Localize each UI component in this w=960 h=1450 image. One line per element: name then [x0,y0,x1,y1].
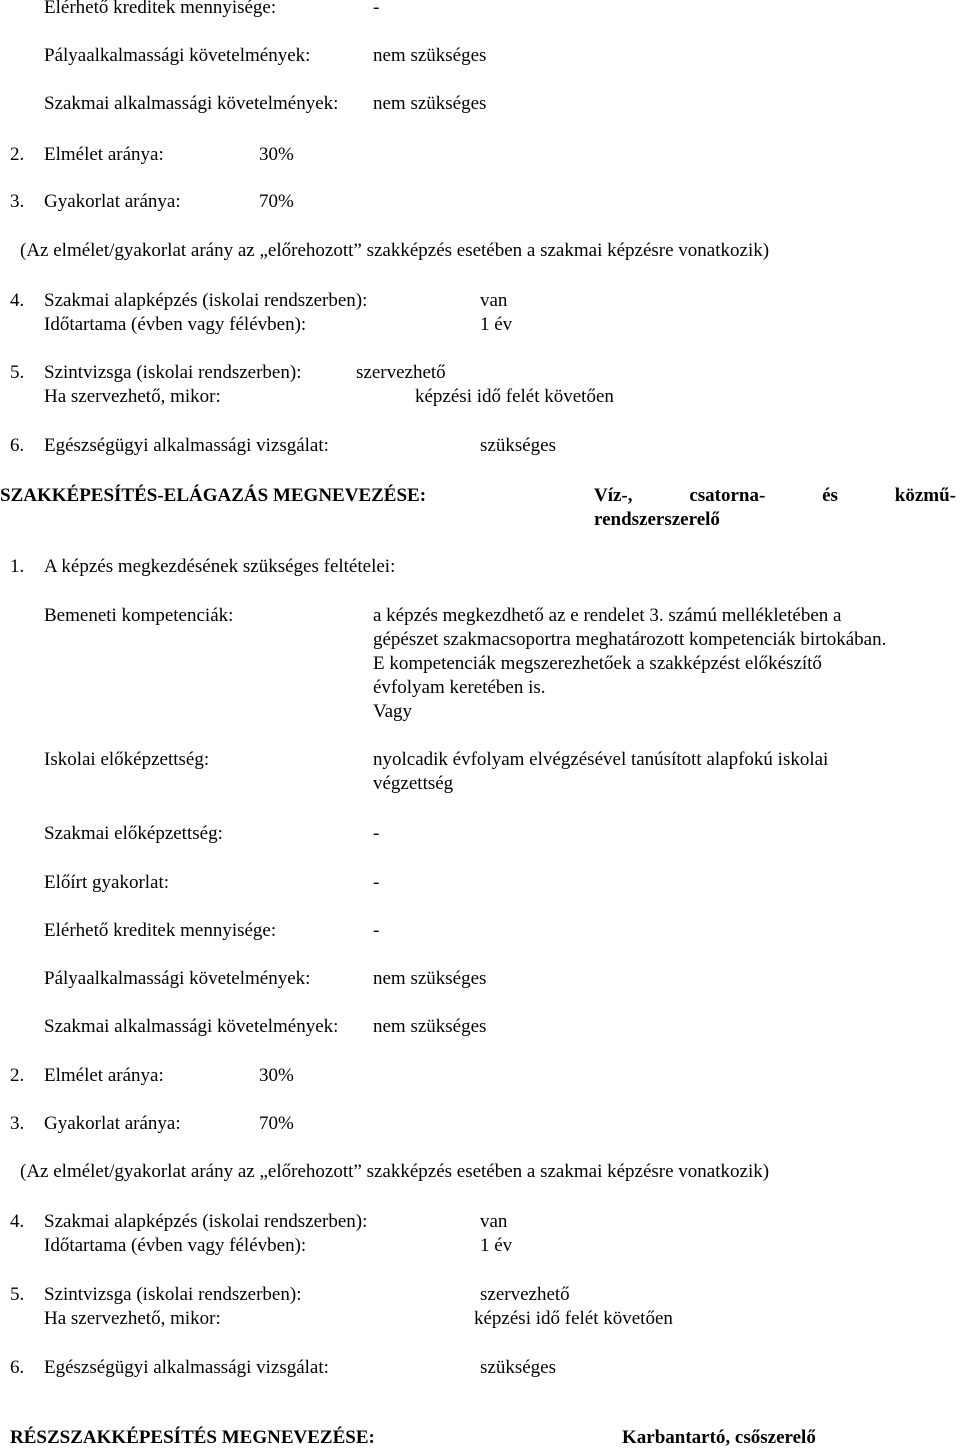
theory-value: 30% [259,144,294,165]
exam-value: szervezhető [480,1284,570,1305]
ratio-note: (Az elmélet/gyakorlat arány az „előrehozott” szakképzés esetében a szakmai képzésre vonatkozik) [20,1161,770,1182]
health-num: 6. [10,435,25,456]
partial-heading-value: Karbantartó, csőszerelő [622,1427,816,1448]
prof-value: nem szükséges [373,93,487,114]
prof-label: Szakmai alkalmassági követelmények: [44,93,339,114]
exam-when-label: Ha szervezhető, mikor: [44,1308,221,1329]
ratio-note: (Az elmélet/gyakorlat arány az „előrehozott” szakképzés esetében a szakmai képzésre vonatkozik) [20,240,770,261]
practice-label: Gyakorlat aránya: [44,1113,181,1134]
credits-label: Elérhető kreditek mennyisége: [44,920,277,941]
practice-req-value: - [373,872,380,893]
prereq-label: A képzés megkezdésének szükséges feltételei: [44,556,396,577]
input-competences-line: gépészet szakmacsoportra meghatározott kompetenciák birtokában. [373,629,887,650]
health-label: Egészségügyi alkalmassági vizsgálat: [44,1357,329,1378]
basic-label: Szakmai alapképzés (iskolai rendszerben): [44,290,368,311]
input-competences-line: Vagy [373,701,413,722]
theory-label: Elmélet aránya: [44,1065,164,1086]
exam-value: szervezhető [356,362,446,383]
practice-value: 70% [259,1113,294,1134]
branch-heading-label: SZAKKÉPESÍTÉS-ELÁGAZÁS MEGNEVEZÉSE: [0,485,427,506]
basic-value: van [480,1211,508,1232]
practice-num: 3. [10,191,25,212]
theory-num: 2. [10,144,25,165]
exam-num: 5. [10,362,25,383]
theory-num: 2. [10,1065,25,1086]
exam-when-value: képzési idő felét követően [474,1308,673,1329]
basic-num: 4. [10,290,25,311]
practice-num: 3. [10,1113,25,1134]
practice-req-label: Előírt gyakorlat: [44,872,170,893]
prof-prep-value: - [373,823,380,844]
duration-value: 1 év [480,1235,513,1256]
credits-label: Elérhető kreditek mennyisége: [44,0,277,18]
career-value: nem szükséges [373,968,487,989]
credits-value: - [373,0,380,18]
input-competences-label: Bemeneti kompetenciák: [44,605,234,626]
branch-heading-value-line1: Víz-, csatorna- és közmű- [594,485,956,506]
health-label: Egészségügyi alkalmassági vizsgálat: [44,435,329,456]
health-value: szükséges [480,1357,556,1378]
basic-label: Szakmai alapképzés (iskolai rendszerben): [44,1211,368,1232]
health-num: 6. [10,1357,25,1378]
exam-when-label: Ha szervezhető, mikor: [44,386,221,407]
basic-value: van [480,290,508,311]
prof-label: Szakmai alkalmassági követelmények: [44,1016,339,1037]
school-prep-label: Iskolai előképzettség: [44,749,210,770]
input-competences-line: E kompetenciák megszerezhetőek a szakképzést előkészítő [373,653,822,674]
theory-value: 30% [259,1065,294,1086]
basic-num: 4. [10,1211,25,1232]
practice-label: Gyakorlat aránya: [44,191,181,212]
prof-value: nem szükséges [373,1016,487,1037]
duration-label: Időtartama (évben vagy félévben): [44,1235,307,1256]
career-label: Pályaalkalmassági követelmények: [44,968,311,989]
career-label: Pályaalkalmassági követelmények: [44,45,311,66]
theory-label: Elmélet aránya: [44,144,164,165]
exam-when-value: képzési idő felét követően [415,386,614,407]
partial-heading-label: RÉSZSZAKKÉPESÍTÉS MEGNEVEZÉSE: [10,1427,375,1448]
school-prep-line: nyolcadik évfolyam elvégzésével tanúsított alapfokú iskolai [373,749,829,770]
health-value: szükséges [480,435,556,456]
branch-heading-value-line2: rendszerszerelő [594,509,720,530]
duration-label: Időtartama (évben vagy félévben): [44,314,307,335]
school-prep-line: végzettség [373,773,454,794]
duration-value: 1 év [480,314,513,335]
prof-prep-label: Szakmai előképzettség: [44,823,223,844]
exam-label: Szintvizsga (iskolai rendszerben): [44,362,302,383]
input-competences-line: évfolyam keretében is. [373,677,546,698]
practice-value: 70% [259,191,294,212]
exam-num: 5. [10,1284,25,1305]
career-value: nem szükséges [373,45,487,66]
input-competences-line: a képzés megkezdhető az e rendelet 3. számú mellékletében a [373,605,842,626]
credits-value: - [373,920,380,941]
prereq-num: 1. [10,556,25,577]
exam-label: Szintvizsga (iskolai rendszerben): [44,1284,302,1305]
